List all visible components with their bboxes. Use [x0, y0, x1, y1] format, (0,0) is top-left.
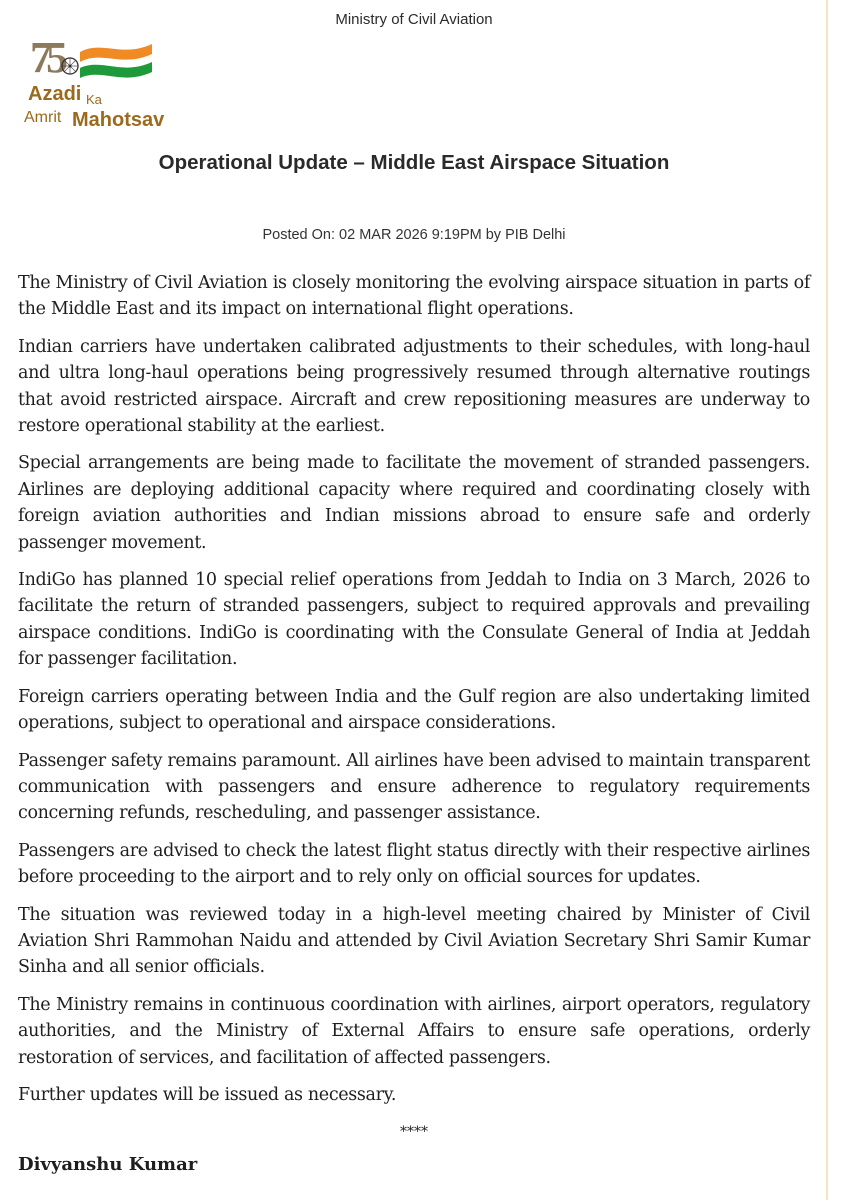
separator-stars: **** [400, 1124, 428, 1141]
posted-on-line: Posted On: 02 MAR 2026 9:19PM by PIB Delhi [262, 227, 566, 243]
logo-ka: Ka [86, 92, 102, 107]
paragraph: Foreign carriers operating between India and the Gulf region are also undertaking limited operations, subject to operational and airspace considerations. [18, 686, 810, 734]
paragraph: Passenger safety remains paramount. All airlines have been advised to maintain transparent communication with passengers and ensure adherence to regulatory requirements concerning refunds, rescheduling, and passenger assistance. [18, 750, 810, 824]
azadi-ka-amrit-mahotsav-logo [22, 34, 192, 130]
page-edge-rule [826, 0, 828, 1200]
paragraph: The Ministry remains in continuous coordination with airlines, airport operators, regulatory authorities, and the Ministry of External Affairs to ensure safe operations, orderly restoration of services, and facilitation of affected passengers. [18, 994, 810, 1068]
release-body [18, 270, 810, 1178]
paragraph: The situation was reviewed today in a high-level meeting chaired by Minister of Civil Aviation Shri Rammohan Naidu and attended by Civil Aviation Secretary Shri Samir Kumar Sinha and all senior officials. [18, 904, 810, 978]
logo-mahotsav: Mahotsav [72, 109, 165, 130]
logo-azadi: Azadi [28, 83, 82, 105]
logo-amrit: Amrit [24, 109, 62, 126]
ministry-header: Ministry of Civil Aviation [335, 11, 493, 28]
flag-saffron-wave [80, 44, 152, 62]
ashoka-chakra-icon [62, 58, 78, 74]
paragraph: Special arrangements are being made to facilitate the movement of stranded passengers. Airlines are deploying additional capacity where required and coordinating closely with foreign aviation authorities and Indian missions abroad to ensure safe and orderly passenger movement. [18, 453, 810, 553]
paragraph: Indian carriers have undertaken calibrated adjustments to their schedules, with long-haul and ultra long-haul operations being progressively resumed through alternative routings that avoid restricted airspace. Aircraft and crew repositioning measures are underway to restore operational stability at the earliest. [18, 336, 810, 437]
paragraph: Further updates will be issued as necessary. [18, 1084, 397, 1105]
flag-green-wave [80, 62, 152, 78]
paragraph: Passengers are advised to check the latest flight status directly with their respective airlines before proceeding to the airport and to rely only on official sources for updates. [18, 840, 810, 888]
logo-75: 75 [30, 34, 62, 82]
signature: Divyanshu Kumar [18, 1153, 198, 1175]
paragraph: IndiGo has planned 10 special relief operations from Jeddah to India on 3 March, 2026 to facilitate the return of stranded passengers, subject to required approvals and prevailing airspace conditions. IndiGo is coordinating with the Consulate General of India at Jeddah for passenger facilitation. [18, 570, 810, 670]
paragraph: The Ministry of Civil Aviation is closely monitoring the evolving airspace situation in parts of the Middle East and its impact on international flight operations. [18, 273, 810, 320]
release-title: Operational Update – Middle East Airspace Situation [158, 151, 670, 174]
